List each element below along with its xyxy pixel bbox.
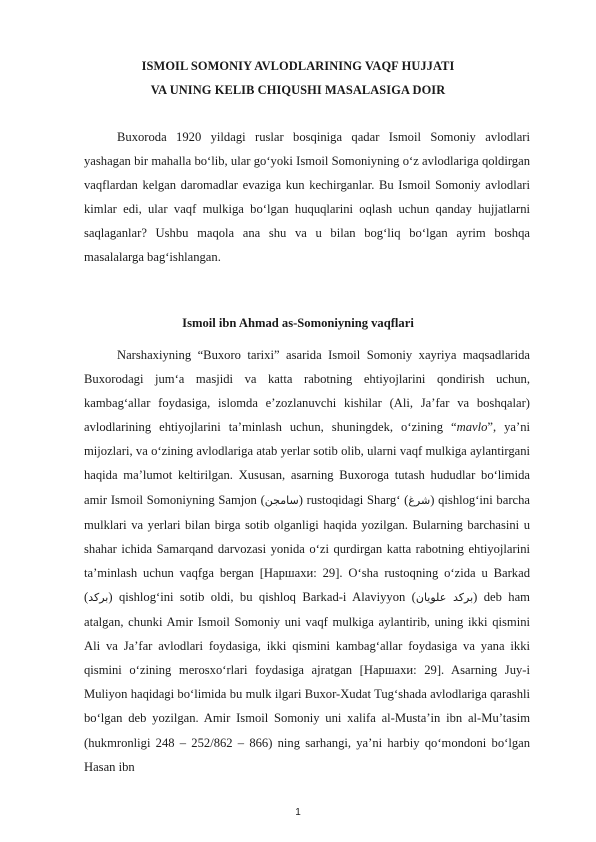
body-text-1: Narshaxiyning “Buxoro tarixi” asarida Ismoil Somoniy xayriya maqsadlarida Buxorodagi jum‘a masjidi va katta rabotning ehtiyojlarini qondirish uchun, kambag‘allar foydasiga, islomda e’zozlanuvchi kishilar (Ali, Ja’far va boshqalar) avlodlarining ehtiyojlarini ta’minlash uchun, shuningdek, o‘zining “ [84,348,530,435]
body-paragraph [84,343,530,779]
document-title-line-2: VA UNING KELIB CHIQUSHI MASALASIGA DOIR [150,83,446,97]
arabic-samjon: سامجن [264,493,299,507]
arabic-barkad: برکد [88,590,109,604]
arabic-barkad-alaviyyon: برکد علویان [415,590,474,604]
section-heading: Ismoil ibn Ahmad as-Somoniyning vaqflari [182,316,414,330]
body-text-4: ) qishlog‘ini barcha mulklari va yerlari bilan birga sotib olganligi haqida yozilgan. Bularning barchasini u shahar ichida Samarqand darvozasi yonida o‘zi qurdirgan katta rabotning ehtiyojlarini ta’minlash uchun vaqfga bergan [Наршахи: 29]. O‘sha rustoqning o‘zida u Barkad ( [84,492,530,604]
page-number: 1 [295,807,301,818]
document-title-line-1: ISMOIL SOMONIY AVLODLARINING VAQF HUJJATI [141,59,455,73]
body-text-2: ”, ya’ni mijozlari, va o‘zining avlodlariga atab yerlar sotib olib, ularni vaqf mulkiga aylantirgani haqida ma’lumot keltirilgan. Xususan, asarning Buxoroga tutash hududlar bo‘limida amir Ismoil Somoniyning Samjon ( [84,420,530,507]
arabic-sharg: شرغ [408,493,431,507]
body-text-5: ) qishlog‘ini sotib oldi, bu qishloq Barkad-i Alaviyyon ( [108,589,416,604]
intro-paragraph: Buxoroda 1920 yildagi ruslar bosqiniga qadar Ismoil Somoniy avlodlari yashagan bir mahalla bo‘lib, ular go‘yoki Ismoil Somoniyning o‘z avlodlariga qoldirgan vaqflardan kelgan daromadlar evaziga kun kechirganlar. Bu Ismoil Somoniy avlodlari kimlar edi, ular vaqf mulkiga bo‘lgan huquqlarini oqlash uchun qanday hujjatlarni saqlaganlar? Ushbu maqola ana shu va u bilan bog‘liq bo‘lgan ayrim boshqa masalalarga bag‘ishlangan. [84,130,530,265]
body-text-3: ) rustoqidagi Sharg‘ ( [298,492,409,507]
mavlo-term: mavlo [456,420,488,435]
body-text-6: ) deb ham atalgan, chunki Amir Ismoil Somoniy uni vaqf mulkiga aylantirib, uning ikki qismini Ali va Ja’far avlodlari foydasiga, ikki qismini kambag‘allar foydasiga va yana ikki qismini o‘zining merosxo‘rlari foydasiga ajratgan [Наршахи: 29]. Asarning Juy-i Muliyon haqidagi bo‘limida bu mulk ilgari Buxor-Xudat Tug‘shada avlodlariga qarashli bo‘lgan deb yozilgan. Amir Ismoil Somoniy uni xalifa al-Musta’in ibn al-Mu’tasim (hukmronligi 248 – 252/862 – 866) ning sarhangi, ya’ni harbiy qo‘mondoni bo‘lgan Hasan ibn [84,589,530,774]
